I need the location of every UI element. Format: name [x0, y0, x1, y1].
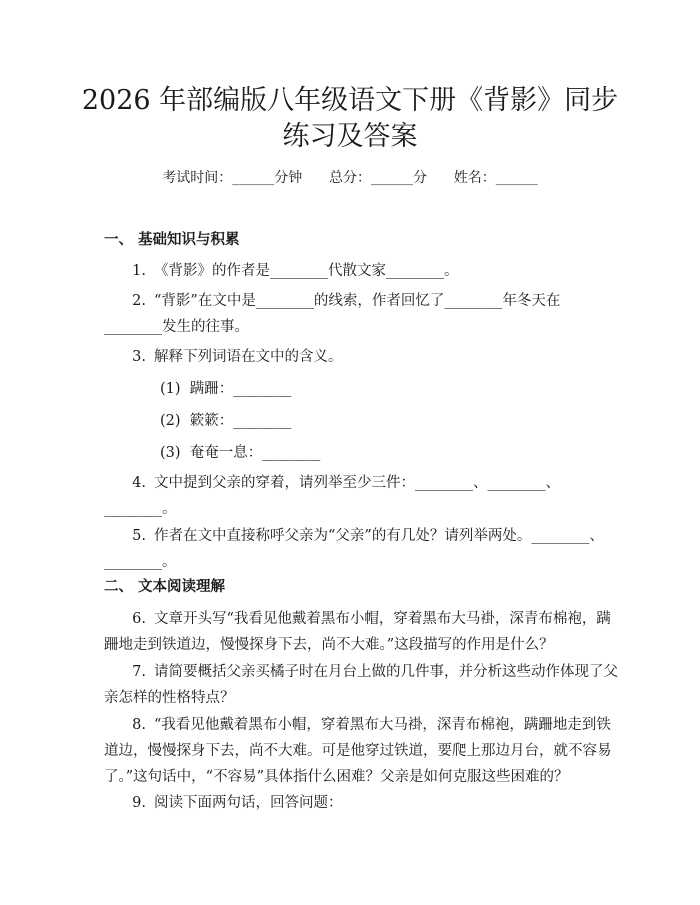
question-text-line: ________。	[104, 554, 177, 570]
sub-item-1: (1) 蹒跚：________	[160, 381, 292, 397]
question-text-line: ________发生的往事。	[104, 319, 249, 335]
question-5	[104, 523, 604, 575]
question-number: 2.	[132, 293, 146, 309]
question-text-line: 阅读下面两句话，回答问题：	[154, 795, 343, 811]
question-2	[104, 288, 599, 340]
question-text-line: 请简要概括父亲买橘子时在月台上做的几件事，并分析这些动作体现了父	[154, 664, 618, 680]
document-title-line-2: 练习及答案	[282, 121, 418, 152]
question-number: 3.	[132, 349, 146, 365]
question-text-line: 文章开头写“我看见他戴着黑布小帽，穿着黑布大马褂，深青布棉袍，蹒	[154, 611, 611, 627]
question-text-line: 作者在文中直接称呼父亲为“父亲”的有几处？请列举两处。________、	[154, 528, 604, 544]
question-4	[104, 470, 599, 522]
question-text-line: 亲怎样的性格特点？	[104, 690, 235, 706]
question-text-line: “我看见他戴着黑布小帽，穿着黑布大马褂，深青布棉袍，蹒跚地走到铁	[154, 717, 611, 733]
question-text-line: 文中提到父亲的穿着，请列举至少三件：________、________、	[154, 475, 560, 491]
question-number: 6.	[132, 611, 146, 627]
question-number: 8.	[132, 717, 146, 733]
question-text-line: 道边，慢慢探身下去，尚不大难。可是他穿过铁道，要爬上那边月台，就不容易	[104, 743, 612, 759]
question-number: 1.	[132, 263, 146, 279]
sub-item-3: (3) 奄奄一息：________	[160, 445, 321, 461]
section-number: 二、	[104, 578, 133, 595]
section-heading-1	[104, 230, 240, 250]
question-text-line: “背影”在文中是________的线索，作者回忆了________年冬天在	[154, 293, 561, 309]
document-title-line-1: 2026 年部编版八年级语文下册《背影》同步	[81, 85, 619, 116]
section-heading-2	[104, 577, 225, 597]
question-9	[104, 790, 599, 816]
exam-info-line	[0, 168, 700, 188]
question-text-line: ________。	[104, 501, 177, 517]
question-number: 9.	[132, 795, 146, 811]
question-1	[104, 258, 599, 284]
question-number: 5.	[132, 528, 146, 544]
question-number: 7.	[132, 664, 146, 680]
question-number: 4.	[132, 475, 146, 491]
section-label: 文本阅读理解	[138, 578, 225, 595]
sub-item-2: (2) 簌簌：________	[160, 413, 292, 429]
question-text-line: 了。”这句话中，“不容易”具体指什么困难？父亲是如何克服这些困难的？	[104, 769, 569, 785]
question-8	[104, 712, 612, 790]
question-text-line: 《背影》的作者是________代散文家________。	[154, 263, 459, 279]
section-number: 一、	[104, 231, 133, 248]
question-6	[104, 606, 611, 658]
question-3	[104, 344, 599, 370]
question-7	[104, 659, 618, 711]
question-text-line: 解释下列词语在文中的含义。	[154, 349, 343, 365]
question-text-line: 跚地走到铁道边，慢慢探身下去，尚不大难。”这段描写的作用是什么？	[104, 637, 554, 653]
section-label: 基础知识与积累	[138, 231, 240, 248]
exam-info-text: 考试时间：______分钟 总分：______分 姓名：______	[162, 170, 538, 186]
